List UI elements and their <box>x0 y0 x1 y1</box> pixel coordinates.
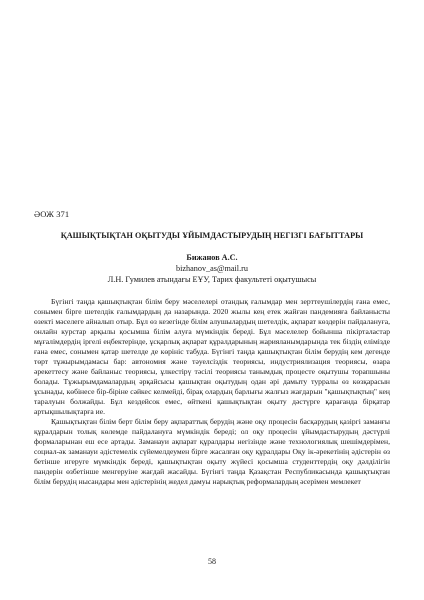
author-name: Бижанов А.С. <box>186 253 238 262</box>
article-body <box>34 297 390 487</box>
body-paragraph: Қашықтықтан білім берт білім беру ақпараттық берудің және оқу процесін басқарудың қазіргі заманғы құралдарын толық көлемде пайдалануға мүмкіндік береді; ол оқу процесін ұйымдастырудың дәстүрлі формаларынан еш есе артады. Заманауи ақпарат құралдары негізінде және технологиялық шешімдерімен, социал-әк заманауи әдістемелік сүйемелдеумен бірге жасалған оқу құралдары Оқу ік-әрекетінің әдістерін өз бетінше игеруге мүмкіндік береді, қашықтықтан оқыту жүйесі қосымша студенттердің оқу дәлділігін пандерін өзбетінше менгеруіне жағдай жасайды. Бүгінгі таңда Қазақстан Республикасында қашықтықтан білім берудің нысандары мен әдістерінің жедел дамуы нарықтық реформалардың әсерімен мемлекет <box>34 417 390 486</box>
udc-code: ӘОЖ 371 <box>34 209 70 219</box>
author-affiliation: Л.Н. Гумилев атындағы ЕҰУ, Тарих факультеті оқытушысы <box>107 275 317 284</box>
page-number: 58 <box>208 557 216 566</box>
body-paragraph: Бүгінгі таңда қашықтықтан білім беру мәселелері отандық ғалымдар мен зерттеушілердің ғана емес, сонымен бірге шетелдік ғалымдардың да назарында. 2020 жылы кең етек жайған пандемияға байланысты өзекті мәселеге айналып отыр. Бұл өз кезегінде білім алушылардың шетелдік, ақпарат көздерін пайдалануға, онлайн курстар арқылы қосымша білім алуға мүмкіндік береді. Бұл мәселелер бойынша пікірталастар мұғалімдердің іргелі еңбектерінде, ұсқарлық ақпарат құралдарының жарияланымдарында тек біздің елімізде ғана емес, сонымен қатар шетелде де көрініс табуда. Бүгінгі таңда қашықтықтан білім берудің кем дегенде төрт тұжырымдамасы бар: автономия және тәуелсіздік теориясы, индустриялизация теориясы, өзара әрекеттесу және байланыс теориясы, ұлкестірү тәсілі теориясы танымдық процесте оқытушы торапшыны болады. Тұжырымдамалардың әрқайсысы қашықтан оқытудың одан әрі дамыту турралы өз көзқарасын ұсынады, көбінесе бір-біріне сәйкес келмейді, бірақ олардың барлығы жалғыз жағдарын "қашықтықтың" кең таралуын болжайды. Бұл кездейсок емес, өйткені қашықтықтан оқыту дәстүрге қарағанда бірқатар артықшылықтарға ие. <box>34 297 390 416</box>
article-title: ҚАШЫҚТЫҚТАН ОҚЫТУДЫ ҰЙЫМДАСТЫРУДЫҢ НЕГІЗГІ БАҒЫТТАРЫ <box>60 231 364 240</box>
author-email: bizhanov_as@mail.ru <box>176 264 248 273</box>
